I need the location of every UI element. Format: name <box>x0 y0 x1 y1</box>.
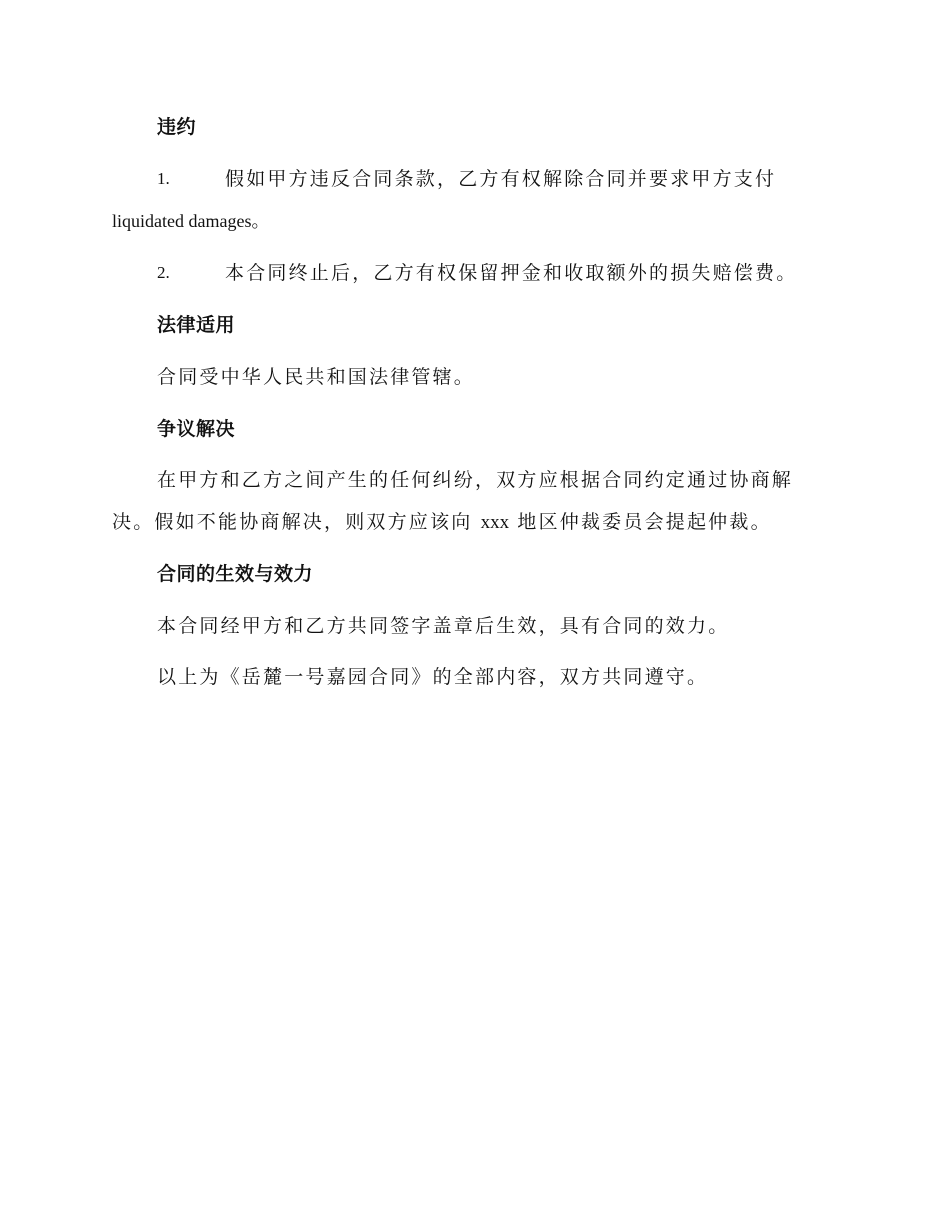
item-number-2: 2. <box>157 263 170 282</box>
heading-dispute-resolution: 争议解决 <box>157 418 236 440</box>
dispute-text-line-2-part-a: 决。假如不能协商解决，则双方应该向 <box>112 511 481 533</box>
dispute-text-line-2-part-c: 地区仲裁委员会提起仲裁。 <box>509 511 772 533</box>
applicable-law-text: 合同受中华人民共和国法律管辖。 <box>157 366 476 388</box>
breach-item-2-text: 本合同终止后，乙方有权保留押金和收取额外的损失赔偿费。 <box>225 262 798 284</box>
breach-item-1-line-2: liquidated damages。 <box>112 211 270 231</box>
heading-applicable-law: 法律适用 <box>157 314 236 336</box>
dispute-text-line-2 <box>112 510 772 535</box>
heading-effectiveness: 合同的生效与效力 <box>157 563 314 585</box>
dispute-text-line-2-xxx: xxx <box>480 512 510 533</box>
closing-text: 以上为《岳麓一号嘉园合同》的全部内容，双方共同遵守。 <box>157 666 709 688</box>
breach-item-1-line-1: 假如甲方违反合同条款，乙方有权解除合同并要求甲方支付 <box>225 168 777 190</box>
effectiveness-text: 本合同经甲方和乙方共同签字盖章后生效，具有合同的效力。 <box>157 615 730 637</box>
item-number-1: 1. <box>157 169 170 188</box>
heading-breach: 违约 <box>157 116 197 138</box>
dispute-text-line-1: 在甲方和乙方之间产生的任何纠纷，双方应根据合同约定通过协商解 <box>157 469 794 491</box>
